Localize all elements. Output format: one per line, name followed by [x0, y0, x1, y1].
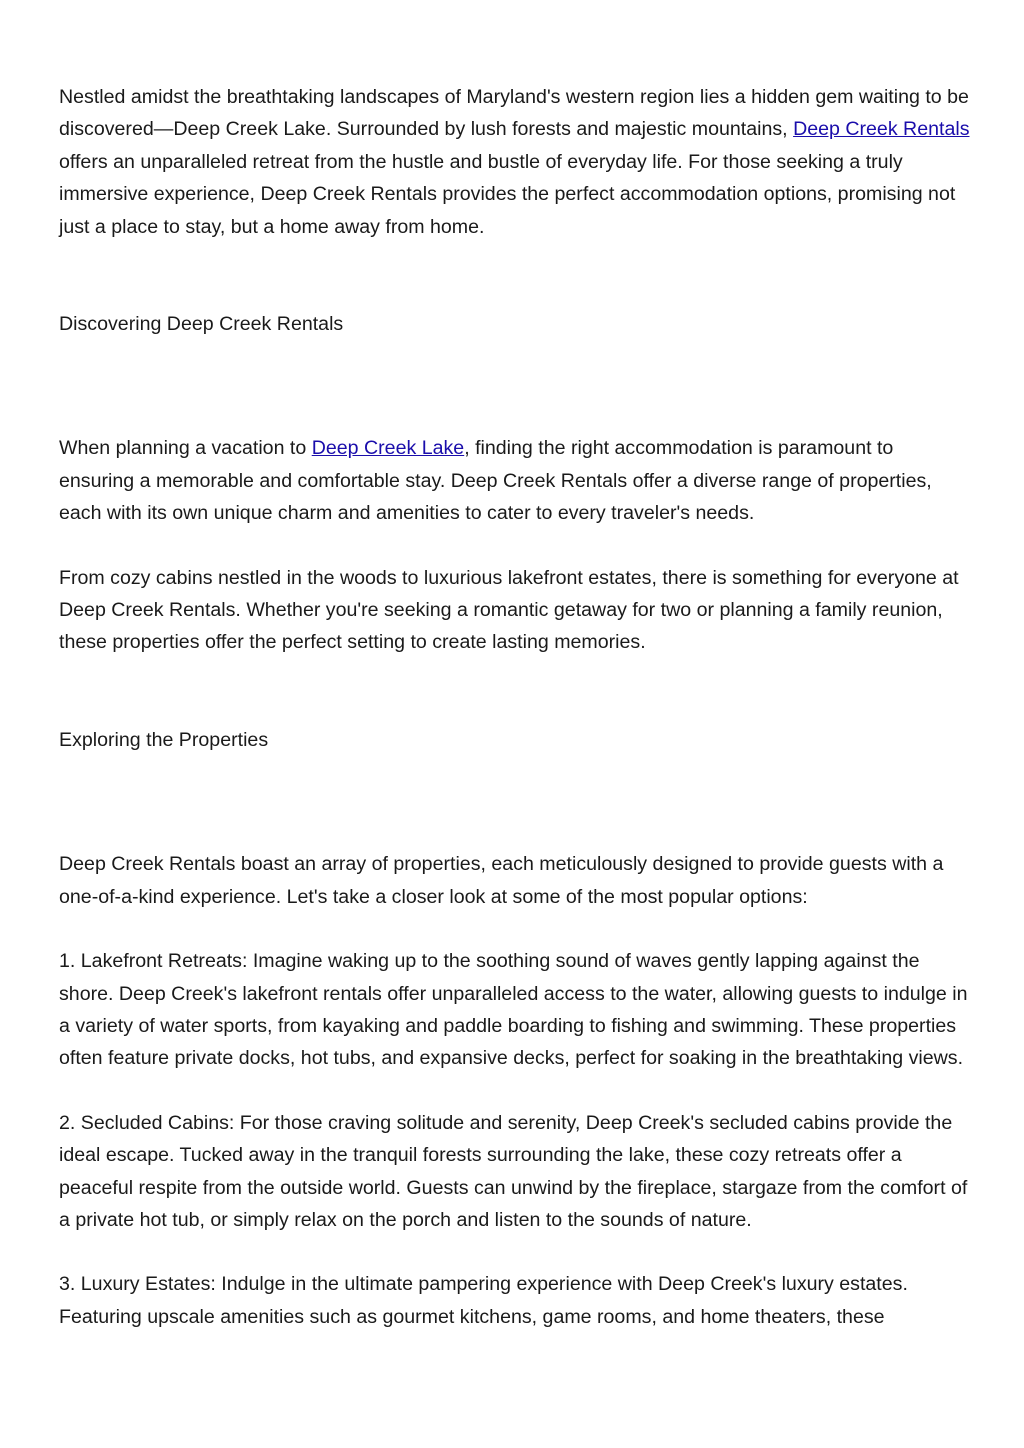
deep-creek-rentals-link[interactable]: Deep Creek Rentals	[793, 118, 970, 141]
heading-exploring: Exploring the Properties	[59, 728, 269, 751]
list-item-luxury: 3. Luxury Estates: Indulge in the ultimate pampering experience with Deep Creek's luxury estates. Featuring upscale amenities such as gourmet kitchens, game rooms, and home theaters, these	[59, 1273, 908, 1328]
planning-text-end: , finding the right accommodation is paramount to ensuring a memorable and comfortable stay. Deep Creek Rentals offer a diverse range of properties, each with its own unique charm and amenities to cater to every traveler's needs.	[59, 437, 932, 525]
intro-text-end: offers an unparalleled retreat from the hustle and bustle of everyday life. For those seeking a truly immersive experience, Deep Creek Rentals provides the perfect accommodation options, promising not just a place to stay, but a home away from home.	[59, 150, 956, 238]
document-page	[59, 81, 971, 1333]
deep-creek-lake-link[interactable]: Deep Creek Lake	[311, 437, 465, 460]
planning-text-start: When planning a vacation to	[59, 437, 312, 460]
array-paragraph: Deep Creek Rentals boast an array of properties, each meticulously designed to provide guests with a one-of-a-kind experience. Let's take a closer look at some of the most popular options:	[59, 853, 944, 908]
intro-paragraph	[59, 81, 971, 243]
cabins-paragraph: From cozy cabins nestled in the woods to luxurious lakefront estates, there is something for everyone at Deep Creek Rentals. Whether you're seeking a romantic getaway for two or planning a family reunion, these properties offer the perfect setting to create lasting memories.	[59, 566, 959, 654]
intro-text-start: Nestled amidst the breathtaking landscapes of Maryland's western region lies a hidden gem waiting to be discovered—Deep Creek Lake. Surrounded by lush forests and majestic mountains,	[59, 86, 969, 141]
planning-paragraph	[59, 432, 971, 529]
list-item-secluded: 2. Secluded Cabins: For those craving solitude and serenity, Deep Creek's secluded cabins provide the ideal escape. Tucked away in the tranquil forests surrounding the lake, these cozy retreats offer a peaceful respite from the outside world. Guests can unwind by the fireplace, stargaze from the comfort of a private hot tub, or simply relax on the porch and listen to the sounds of nature.	[59, 1111, 968, 1231]
heading-discovering: Discovering Deep Creek Rentals	[59, 313, 344, 336]
list-item-lakefront: 1. Lakefront Retreats: Imagine waking up to the soothing sound of waves gently lapping against the shore. Deep Creek's lakefront rentals offer unparalleled access to the water, allowing guests to indulge in a variety of water sports, from kayaking and paddle boarding to fishing and swimming. These properties often feature private docks, hot tubs, and expansive decks, perfect for soaking in the breathtaking views.	[59, 950, 968, 1070]
